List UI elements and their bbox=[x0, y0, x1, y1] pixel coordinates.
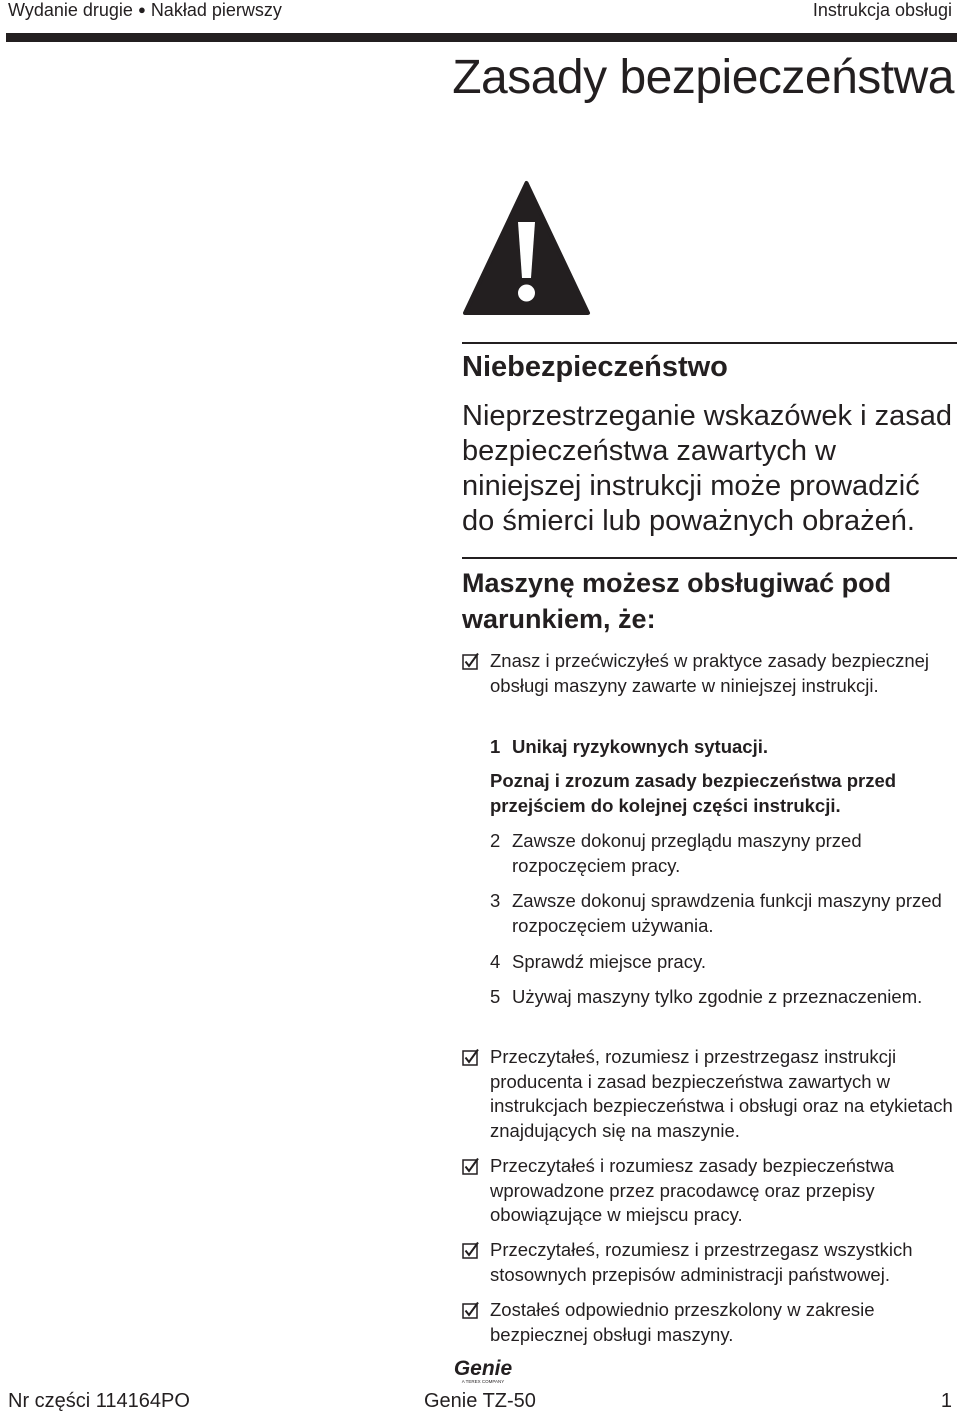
header-bar bbox=[6, 33, 957, 42]
checkbox-checked-icon bbox=[462, 1048, 480, 1066]
danger-text: Nieprzestrzeganie wskazówek i zasad bezpieczeństwa zawartych w niniejszej instrukcji może prowadzić do śmierci lub poważnych obrażeń. bbox=[462, 400, 952, 537]
step-text: Sprawdź miejsce pracy. bbox=[512, 951, 706, 972]
step-text: Unikaj ryzykownych sytuacji. bbox=[512, 736, 769, 757]
step-text: Zawsze dokonuj przeglądu maszyny przed rozpoczęciem pracy. bbox=[512, 830, 862, 876]
checkbox-checked-icon bbox=[462, 652, 480, 670]
condition-item: Zostałeś odpowiednio przeszkolony w zakresie bezpiecznej obsługi maszyny. bbox=[490, 1299, 875, 1345]
bullet-icon: ● bbox=[137, 2, 146, 17]
section-divider bbox=[462, 557, 957, 559]
conditions-heading: Maszynę możesz obsługiwać pod warunkiem, że: bbox=[462, 568, 892, 634]
condition-item: Przeczytałeś, rozumiesz i przestrzegasz instrukcji producenta i zasad bezpieczeństwa zawartych w instrukcjach bezpieczeństwa i obsługi oraz na etykietach znajdujących się na maszynie. bbox=[490, 1046, 953, 1141]
checkbox-checked-icon bbox=[462, 1301, 480, 1319]
danger-heading: Niebezpieczeństwo bbox=[462, 351, 728, 383]
step-number: 2 bbox=[490, 830, 501, 851]
logo-tagline: A TEREX COMPANY bbox=[461, 1379, 505, 1384]
header-manual-type: Instrukcja obsługi bbox=[812, 0, 952, 20]
page-title: Zasady bezpieczeństwa bbox=[452, 51, 954, 104]
condition-item: Znasz i przećwiczyłeś w praktyce zasady bezpiecznej obsługi maszyny zawarte w niniejszej instrukcji. bbox=[490, 650, 930, 696]
section-divider bbox=[462, 342, 957, 344]
header-edition-text: Wydanie drugie bbox=[8, 0, 133, 20]
logo-brand: Genie bbox=[453, 1357, 513, 1380]
step-text: Używaj maszyny tylko zgodnie z przeznaczeniem. bbox=[512, 986, 923, 1007]
step-note: Poznaj i zrozum zasady bezpieczeństwa przed przejściem do kolejnej części instrukcji. bbox=[490, 770, 897, 816]
warning-triangle-icon bbox=[462, 180, 591, 316]
checkbox-checked-icon bbox=[462, 1157, 480, 1175]
step-text: Zawsze dokonuj sprawdzenia funkcji maszyny przed rozpoczęciem używania. bbox=[512, 890, 942, 936]
header-printing-text: Nakład pierwszy bbox=[150, 0, 282, 20]
genie-logo bbox=[447, 1356, 519, 1386]
step-number: 1 bbox=[490, 736, 501, 757]
condition-item: Przeczytałeś i rozumiesz zasady bezpieczeństwa wprowadzone przez pracodawcę oraz przepisy obowiązujące w miejscu pracy. bbox=[490, 1155, 895, 1225]
step-number: 3 bbox=[490, 890, 501, 911]
checkbox-checked-icon bbox=[462, 1241, 480, 1259]
condition-item: Przeczytałeś, rozumiesz i przestrzegasz wszystkich stosownych przepisów administracji państwowej. bbox=[490, 1239, 913, 1285]
footer-part-number: Nr części 114164PO bbox=[8, 1390, 190, 1412]
page-number: 1 bbox=[940, 1390, 952, 1412]
header-edition bbox=[8, 0, 282, 21]
step-number: 5 bbox=[490, 986, 501, 1007]
step-number: 4 bbox=[490, 951, 501, 972]
footer-model: Genie TZ-50 bbox=[424, 1390, 536, 1412]
